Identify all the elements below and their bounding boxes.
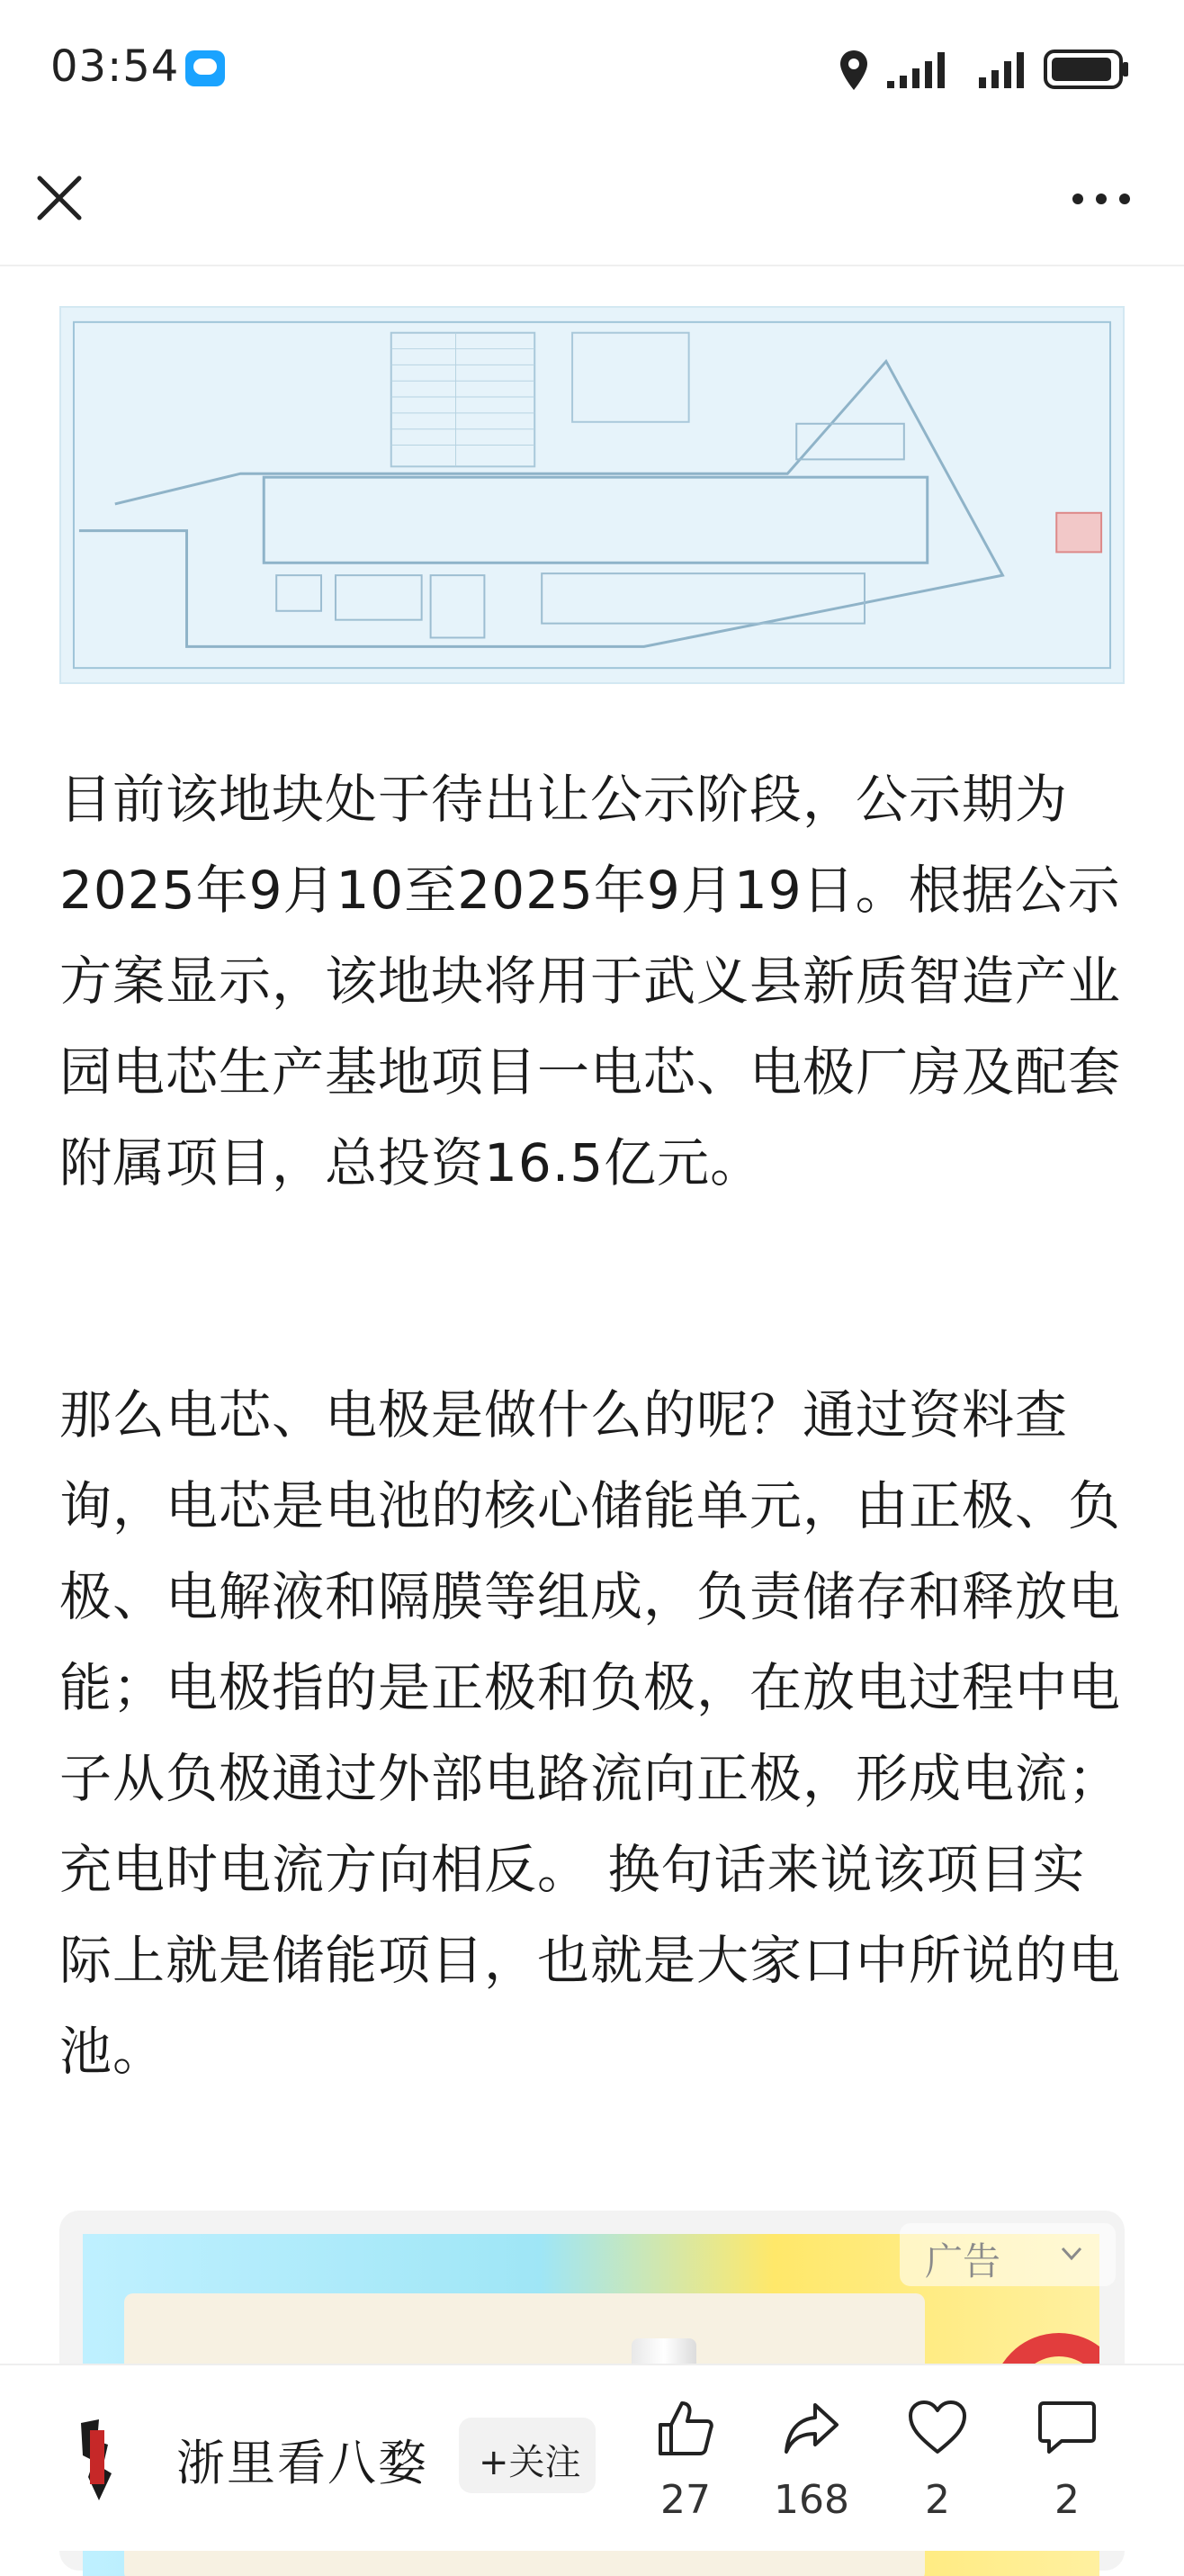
cellular-signal-icon (885, 47, 957, 92)
like-count: 27 (660, 2477, 711, 2523)
close-icon[interactable] (32, 171, 86, 225)
share-arrow-icon (781, 2398, 842, 2459)
comment-count: 2 (1054, 2477, 1080, 2523)
cellular-signal-icon-2 (977, 47, 1033, 92)
ad-label-button[interactable] (900, 2223, 1116, 2286)
heart-icon (907, 2398, 968, 2459)
battery-icon (1044, 49, 1130, 90)
favorite-button[interactable] (875, 2398, 1000, 2533)
status-time: 03:54 (50, 41, 180, 92)
article-paragraph: 目前该地块处于待出让公示阶段，公示期为2025年9月10至2025年9月19日。根据公示方案显示，该地块将用于武义县新质智造产业园电芯生产基地项目一电芯、电极厂房及配套附属项目，总投资16.5亿元。 (59, 769, 1122, 1193)
like-button[interactable] (623, 2398, 749, 2533)
location-icon (839, 49, 869, 92)
status-bar (0, 0, 1184, 144)
chevron-down-icon (1060, 2245, 1083, 2263)
ad-label-text: 广告 (925, 2239, 1001, 2283)
site-plan-image[interactable] (59, 306, 1125, 684)
share-button[interactable] (749, 2398, 875, 2533)
author-avatar[interactable] (72, 2414, 128, 2504)
follow-button[interactable] (459, 2418, 596, 2493)
favorite-count: 2 (925, 2477, 950, 2523)
article-paragraph: 那么电芯、电极是做什么的呢？通过资料查询，电芯是电池的核心储能单元，由正极、负极、电解液和隔膜等组成，负责储存和释放电能；电极指的是正极和负极，在放电过程中电子从负极通过外部电路流向正极，形成电流；充电时电流方向相反。 换句话来说该项目实际上就是储能项目，也就是大家口中所说的电池。 (59, 1384, 1122, 2082)
author-name[interactable]: 浙里看八婺 (176, 2435, 428, 2491)
comment-button[interactable] (1004, 2398, 1130, 2533)
bottom-action-bar (0, 2364, 1184, 2551)
top-nav-bar (0, 144, 1184, 266)
more-options-icon[interactable] (1069, 185, 1134, 212)
message-notification-icon (185, 50, 225, 86)
share-count: 168 (774, 2477, 849, 2523)
comment-icon (1036, 2398, 1098, 2459)
follow-button-label: +关注 (479, 2442, 581, 2483)
thumbs-up-icon (655, 2398, 716, 2459)
